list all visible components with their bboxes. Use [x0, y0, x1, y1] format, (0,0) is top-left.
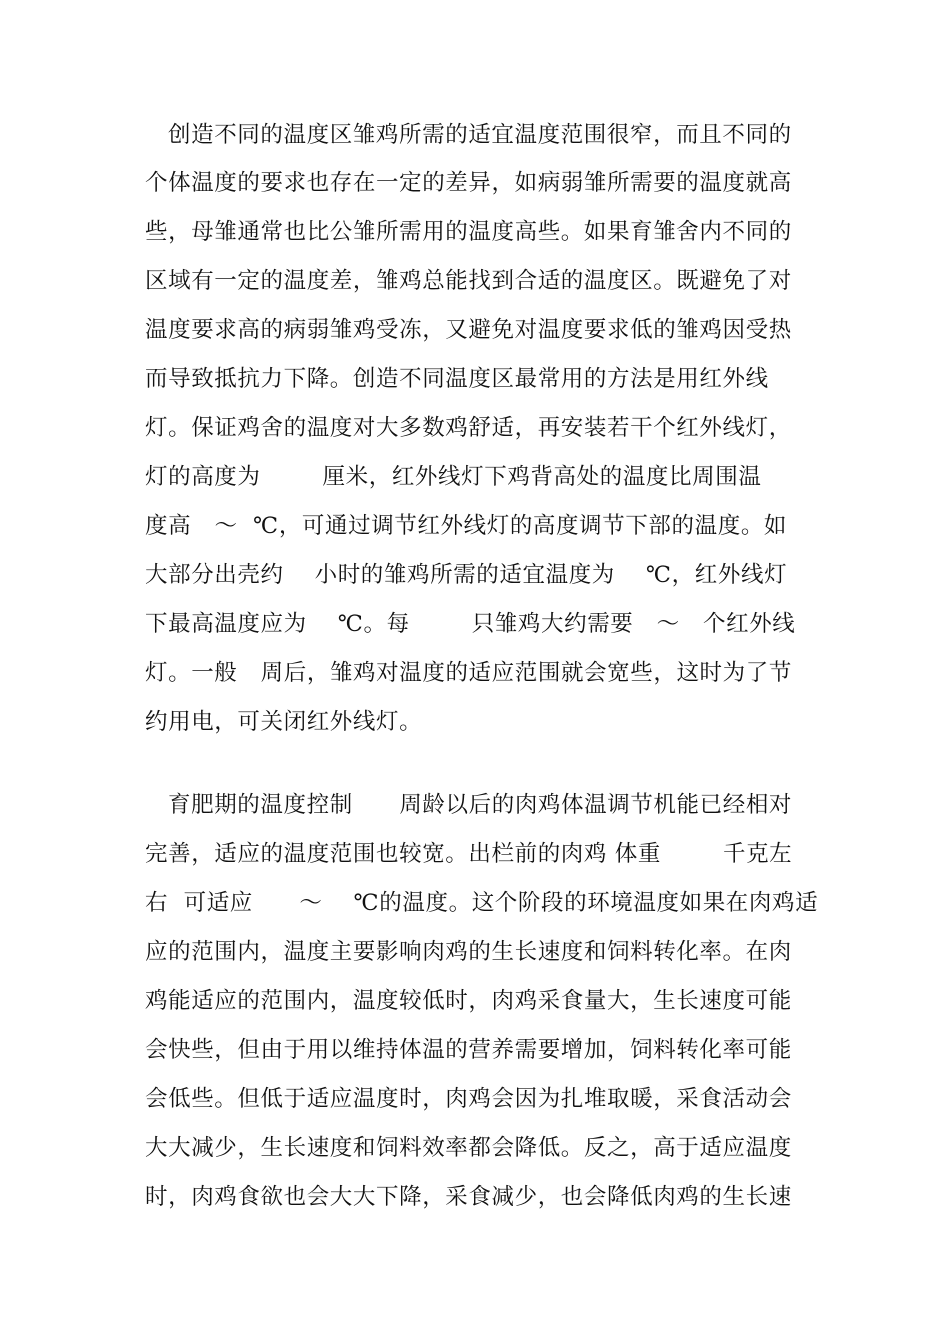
text-line: 温度要求高的病弱雏鸡受冻，又避免对温度要求低的雏鸡因受热 — [145, 317, 792, 343]
text-line: 灯。保证鸡舍的温度对大多数鸡舒适，再安装若干个红外线灯， — [145, 415, 792, 441]
text-line: 鸡能适应的范围内，温度较低时，肉鸡采食量大，生长速度可能 — [145, 988, 792, 1014]
text-line: 会低些。但低于适应温度时，肉鸡会因为扎堆取暖，采食活动会 — [145, 1086, 792, 1112]
text-line: 完善，适应的温度范围也较宽。出栏前的肉鸡 体重 千克左 — [145, 841, 793, 867]
text-line: 育肥期的温度控制 周龄以后的肉鸡体温调节机能已经相对 — [168, 792, 793, 818]
text-line: 度高 ～ ℃，可通过调节红外线灯的高度调节下部的温度。如 — [145, 513, 788, 539]
text-line: 些，母雏通常也比公雏所需用的温度高些。如果育雏舍内不同的 — [145, 219, 792, 245]
text-line: 创造不同的温度区雏鸡所需的适宜温度范围很窄，而且不同的 — [168, 122, 792, 148]
text-line: 时，肉鸡食欲也会大大下降，采食减少，也会降低肉鸡的生长速 — [145, 1184, 792, 1210]
text-line: 应的范围内，温度主要影响肉鸡的生长速度和饲料转化率。在肉 — [145, 939, 792, 965]
text-line: 大部分出壳约 小时的雏鸡所需的适宜温度为 ℃，红外线灯 — [145, 562, 788, 588]
text-line: 下最高温度应为 ℃。每 只雏鸡大约需要 ～ 个红外线 — [145, 611, 796, 637]
text-line: 而导致抵抗力下降。创造不同温度区最常用的方法是用红外线 — [145, 366, 769, 392]
text-line: 右 可适应 ～ ℃的温度。这个阶段的环境温度如果在肉鸡适 — [145, 890, 819, 916]
text-line: 大大减少，生长速度和饲料效率都会降低。反之，高于适应温度 — [145, 1135, 792, 1161]
text-line: 会快些，但由于用以维持体温的营养需要增加，饲料转化率可能 — [145, 1037, 792, 1063]
text-line: 个体温度的要求也存在一定的差异，如病弱雏所需要的温度就高 — [145, 170, 792, 196]
text-line: 区域有一定的温度差，雏鸡总能找到合适的温度区。既避免了对 — [145, 268, 792, 294]
text-line: 约用电，可关闭红外线灯。 — [145, 709, 423, 735]
text-line: 灯的高度为 厘米，红外线灯下鸡背高处的温度比周围温 — [145, 464, 762, 490]
text-line: 灯。一般 周后，雏鸡对温度的适应范围就会宽些，这时为了节 — [145, 660, 792, 686]
